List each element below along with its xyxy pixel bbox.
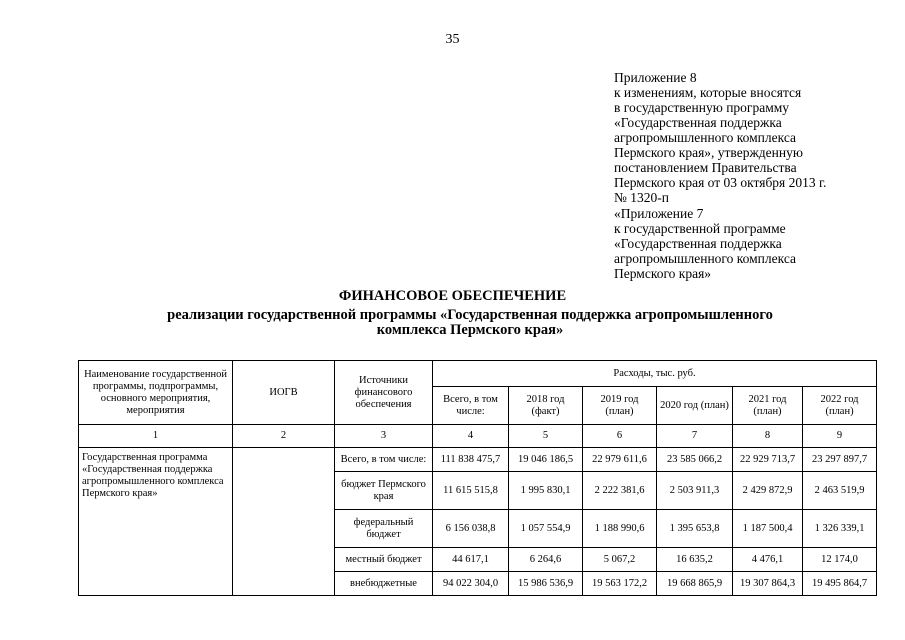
value-cell: 19 046 186,5	[509, 448, 583, 472]
value-cell: 1 057 554,9	[509, 510, 583, 548]
iogv-cell	[233, 448, 335, 596]
value-cell: 16 635,2	[657, 548, 733, 572]
value-cell: 2 503 911,3	[657, 472, 733, 510]
header-expenses: Расходы, тыс. руб.	[433, 361, 877, 387]
value-cell: 4 476,1	[733, 548, 803, 572]
column-number: 3	[335, 425, 433, 448]
column-number: 1	[79, 425, 233, 448]
column-number: 2	[233, 425, 335, 448]
value-cell: 5 067,2	[583, 548, 657, 572]
appendix-7-line: Пермского края»	[614, 266, 712, 281]
value-cell: 111 838 475,7	[433, 448, 509, 472]
value-cell: 19 668 865,9	[657, 572, 733, 596]
appendix-8-line: к изменениям, которые вносятся	[614, 85, 802, 100]
value-cell: 22 979 611,6	[583, 448, 657, 472]
value-cell: 1 188 990,6	[583, 510, 657, 548]
appendix-8-line: «Государственная поддержка	[614, 115, 782, 130]
source-cell: местный бюджет	[335, 548, 433, 572]
column-number: 8	[733, 425, 803, 448]
appendix-7-block	[614, 206, 884, 281]
value-cell: 1 395 653,8	[657, 510, 733, 548]
appendix-7-line: «Государственная поддержка	[614, 236, 782, 251]
column-number: 6	[583, 425, 657, 448]
value-cell: 23 297 897,7	[803, 448, 877, 472]
header-2019: 2019 год (план)	[583, 387, 657, 425]
value-cell: 19 307 864,3	[733, 572, 803, 596]
value-cell: 22 929 713,7	[733, 448, 803, 472]
page-number: 35	[445, 32, 460, 47]
value-cell: 6 156 038,8	[433, 510, 509, 548]
appendix-8-line: в государственную программу	[614, 100, 790, 115]
value-cell: 2 429 872,9	[733, 472, 803, 510]
appendix-8-line: Пермского края», утвержденную	[614, 145, 803, 160]
column-number: 9	[803, 425, 877, 448]
column-number-row	[79, 425, 877, 448]
appendix-8-line: Приложение 8	[614, 70, 697, 85]
header-name: Наименование государственной программы, подпрограммы, основного мероприятия, мероприятия	[79, 361, 233, 425]
header-total: Всего, в том числе:	[433, 387, 509, 425]
value-cell: 15 986 536,9	[509, 572, 583, 596]
value-cell: 1 326 339,1	[803, 510, 877, 548]
program-name-cell: Государственная программа «Государственная поддержка агропромышленного комплекса Пермского края»	[79, 448, 233, 596]
value-cell: 23 585 066,2	[657, 448, 733, 472]
appendix-8-line: постановлением Правительства	[614, 160, 797, 175]
column-number: 4	[433, 425, 509, 448]
financing-table	[78, 360, 877, 596]
source-cell: Всего, в том числе:	[335, 448, 433, 472]
value-cell: 2 222 381,6	[583, 472, 657, 510]
column-number: 7	[657, 425, 733, 448]
source-cell: федеральный бюджет	[335, 510, 433, 548]
value-cell: 11 615 515,8	[433, 472, 509, 510]
document-title: ФИНАНСОВОЕ ОБЕСПЕЧЕНИЕ	[338, 288, 567, 304]
header-iogv: ИОГВ	[233, 361, 335, 425]
column-number: 5	[509, 425, 583, 448]
appendix-7-line: «Приложение 7	[614, 206, 704, 221]
value-cell: 1 995 830,1	[509, 472, 583, 510]
header-sources: Источники финансового обеспечения	[335, 361, 433, 425]
value-cell: 19 563 172,2	[583, 572, 657, 596]
header-2021: 2021 год (план)	[733, 387, 803, 425]
appendix-8-line: агропромышленного комплекса	[614, 130, 796, 145]
value-cell: 2 463 519,9	[803, 472, 877, 510]
table-row	[79, 448, 877, 472]
value-cell: 44 617,1	[433, 548, 509, 572]
value-cell: 6 264,6	[509, 548, 583, 572]
header-2022: 2022 год (план)	[803, 387, 877, 425]
appendix-8-line: Пермского края от 03 октября 2013 г.	[614, 175, 827, 190]
value-cell: 94 022 304,0	[433, 572, 509, 596]
appendix-8-line: № 1320-п	[614, 190, 669, 205]
appendix-8-block	[614, 70, 884, 205]
document-subtitle: реализации государственной программы «Государственная поддержка агропромышленного комплекса Пермского края»	[167, 307, 773, 338]
value-cell: 19 495 864,7	[803, 572, 877, 596]
value-cell: 1 187 500,4	[733, 510, 803, 548]
header-2020: 2020 год (план)	[657, 387, 733, 425]
value-cell: 12 174,0	[803, 548, 877, 572]
source-cell: внебюджетные	[335, 572, 433, 596]
header-2018: 2018 год (факт)	[509, 387, 583, 425]
appendix-7-line: к государственной программе	[614, 221, 786, 236]
source-cell: бюджет Пермского края	[335, 472, 433, 510]
appendix-7-line: агропромышленного комплекса	[614, 251, 796, 266]
